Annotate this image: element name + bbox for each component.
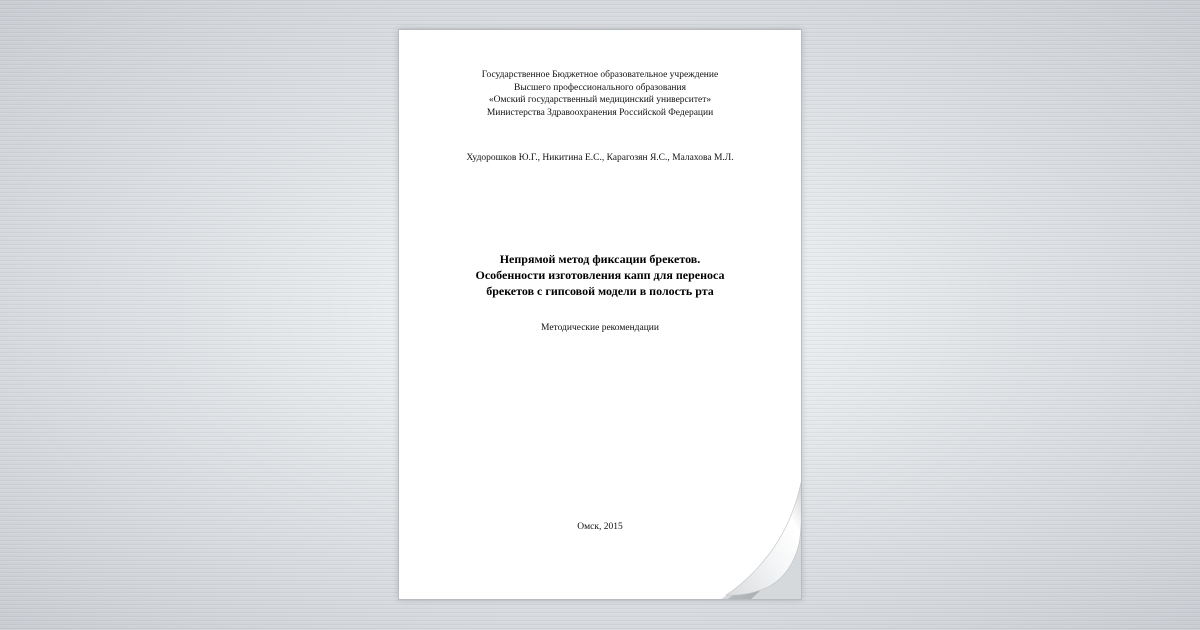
page-curl-icon [720, 478, 802, 600]
institution-line: Высшего профессионального образования [514, 82, 686, 93]
document-page [398, 29, 802, 600]
document-title [399, 251, 801, 299]
institution-line: Государственное Бюджетное образовательное учреждение [481, 70, 719, 80]
institution-line: «Омский государственный медицинский университет» [488, 95, 712, 105]
title-line: Особенности изготовления капп для переноса [475, 268, 725, 282]
title-line: брекетов с гипсовой модели в полость рта [486, 284, 714, 298]
authors: Худорошков Ю.Г., Никитина Е.С., Карагозян Я.С., Малахова М.Л. [466, 153, 734, 163]
institution-header [399, 69, 801, 119]
document-subtitle: Методические рекомендации [541, 323, 659, 333]
institution-line: Министерства Здравоохранения Российской Федерации [486, 107, 714, 118]
place-year: Омск, 2015 [577, 522, 623, 532]
title-line: Непрямой метод фиксации брекетов. [499, 252, 701, 266]
